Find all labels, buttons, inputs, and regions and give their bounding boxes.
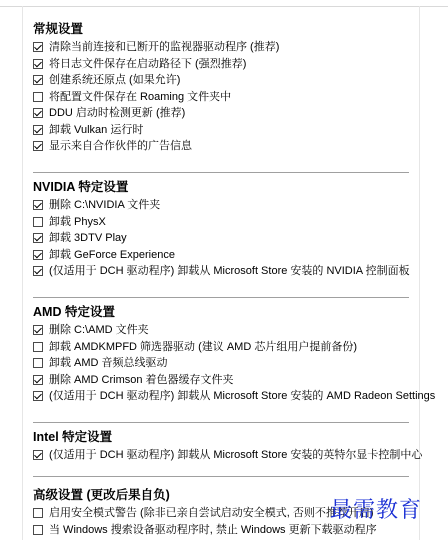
option-label: 将配置文件保存在 Roaming 文件夹中	[49, 90, 232, 103]
option-uninstall-intel-graphics-center-store[interactable]	[33, 447, 423, 463]
window-title-bar-clipped	[0, 0, 448, 7]
section-amd-settings	[33, 303, 436, 405]
section-divider	[33, 422, 409, 423]
option-label: 卸载 PhysX	[49, 215, 106, 228]
option-uninstall-amd-audio-bus[interactable]	[33, 355, 413, 371]
option-uninstall-amdkmpfd[interactable]	[33, 339, 413, 355]
section-divider	[33, 476, 409, 477]
option-delete-nvidia-folder[interactable]	[33, 197, 413, 213]
option-label: 创建系统还原点 (如果允许)	[49, 74, 181, 86]
option-label: (仅适用于 DCH 驱动程序) 卸载从 Microsoft Store 安装的 AMD Radeon Settings	[49, 390, 436, 402]
option-uninstall-vulkan[interactable]	[33, 122, 413, 138]
watermark-text: 最需教育	[330, 498, 423, 523]
option-label: (仅适用于 DCH 驱动程序) 卸载从 Microsoft Store 安装的英特尔显卡控制中心	[49, 449, 423, 461]
checkbox[interactable]	[33, 391, 43, 401]
section-divider	[33, 297, 409, 298]
option-label: 显示来自合作伙伴的广告信息	[49, 140, 192, 152]
checkbox[interactable]	[33, 525, 43, 535]
checkbox[interactable]	[33, 217, 43, 227]
section-general-settings	[33, 20, 413, 155]
checkbox[interactable]	[33, 250, 43, 260]
section-title: 常规设置	[33, 22, 84, 36]
option-label: 将日志文件保存在启动路径下 (强烈推荐)	[49, 57, 247, 70]
section-title: NVIDIA 特定设置	[33, 180, 129, 194]
section-divider	[33, 172, 409, 173]
option-label: 删除 C:\NVIDIA 文件夹	[49, 199, 161, 211]
option-uninstall-nvidia-control-panel-store[interactable]	[33, 263, 413, 279]
checkbox[interactable]	[33, 358, 43, 368]
option-clear-monitor-drivers[interactable]	[33, 39, 413, 55]
checkbox[interactable]	[33, 508, 43, 518]
checkbox[interactable]	[33, 325, 43, 335]
option-save-log-in-startup-path[interactable]	[33, 56, 413, 72]
checkbox[interactable]	[33, 75, 43, 85]
option-label: 删除 AMD Crimson 着色器缓存文件夹	[49, 373, 234, 386]
option-uninstall-geforce-experience[interactable]	[33, 247, 413, 263]
section-title: AMD 特定设置	[33, 305, 115, 319]
option-label: (仅适用于 DCH 驱动程序) 卸载从 Microsoft Store 安装的 NVIDIA 控制面板	[49, 265, 410, 277]
checkbox[interactable]	[33, 125, 43, 135]
section-title: Intel 特定设置	[33, 430, 113, 444]
option-uninstall-3dtv-play[interactable]	[33, 230, 413, 246]
checkbox[interactable]	[33, 233, 43, 243]
checkbox[interactable]	[33, 342, 43, 352]
option-label: 卸载 AMDKMPFD 筛选器驱动 (建议 AMD 芯片组用户提前备份)	[49, 340, 357, 353]
checkbox[interactable]	[33, 92, 43, 102]
option-uninstall-radeon-settings-store[interactable]	[33, 388, 436, 404]
checkbox[interactable]	[33, 266, 43, 276]
option-show-partner-ads[interactable]	[33, 138, 413, 154]
option-create-restore-point[interactable]	[33, 72, 413, 88]
checkbox[interactable]	[33, 59, 43, 69]
checkbox[interactable]	[33, 141, 43, 151]
section-title: 高级设置 (更改后果自负)	[33, 488, 170, 502]
option-label: 卸载 GeForce Experience	[49, 248, 175, 261]
option-label: 当 Windows 搜索设备驱动程序时, 禁止 Windows 更新下载驱动程序	[49, 523, 377, 536]
option-label: 启用安全模式警告 (除非已亲自尝试启动安全模式, 否则不推荐开启)	[49, 507, 374, 519]
option-label: 删除 C:\AMD 文件夹	[49, 324, 149, 336]
checkbox[interactable]	[33, 42, 43, 52]
group-frame-left	[22, 6, 23, 540]
option-uninstall-physx[interactable]	[33, 214, 413, 230]
option-delete-amd-folder[interactable]	[33, 322, 413, 338]
option-label: 卸载 3DTV Play	[49, 232, 127, 244]
section-intel-settings	[33, 428, 423, 464]
option-label: 卸载 Vulkan 运行时	[49, 123, 144, 136]
option-save-config-roaming[interactable]	[33, 89, 413, 105]
checkbox[interactable]	[33, 108, 43, 118]
option-delete-crimson-shader-cache[interactable]	[33, 372, 413, 388]
section-nvidia-settings	[33, 178, 413, 280]
option-check-updates-on-start[interactable]	[33, 105, 413, 121]
checkbox[interactable]	[33, 375, 43, 385]
option-label: 卸载 AMD 音频总线驱动	[49, 357, 168, 369]
option-label: DDU 启动时检测更新 (推荐)	[49, 107, 186, 119]
checkbox[interactable]	[33, 450, 43, 460]
checkbox[interactable]	[33, 200, 43, 210]
option-label: 清除当前连接和已断开的监视器驱动程序 (推荐)	[49, 41, 280, 53]
